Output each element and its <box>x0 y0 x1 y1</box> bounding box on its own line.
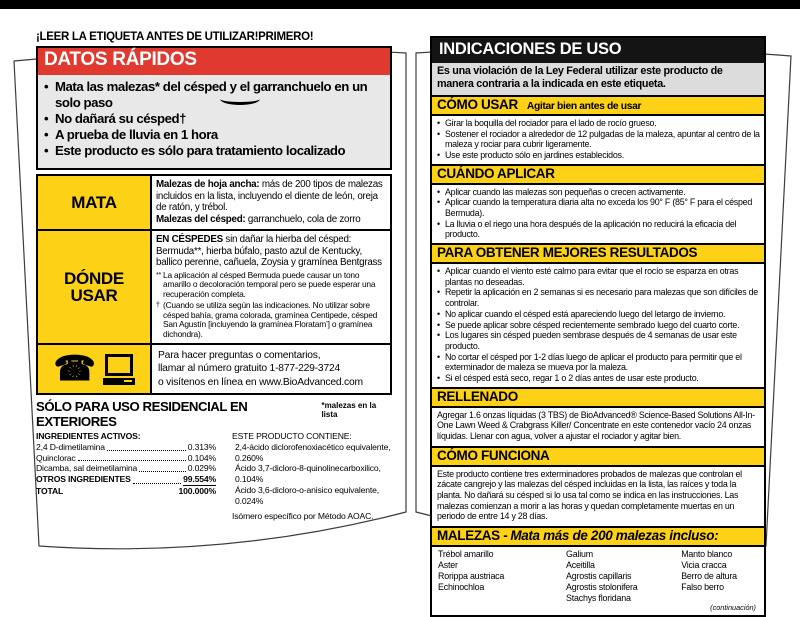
quick-fact-text: Mata las malezas* del césped y el garranchuelo en un solo paso <box>55 79 368 111</box>
footnote-text: La aplicación al césped Bermuda puede causar un tono amarillo o decoloración temporal pero se puede esperar una recuperación completa. <box>163 269 376 299</box>
contains-title: ESTE PRODUCTO CONTIENE: <box>232 431 352 442</box>
bullet-icon: • <box>44 111 49 127</box>
leader-dots <box>78 460 186 461</box>
contact-icons-cell <box>38 345 152 393</box>
contact-phone-number: llamar al número gratuito 1-877-229-3724 <box>158 363 341 375</box>
quick-fact-text: A prueba de lluvia en 1 hora <box>55 127 218 143</box>
how-it-works-text: Este producto contiene tres exterminadores probados de malezas que controlan el zácate cangrejo y las malezas del césped incluidas en la lista, las raíces y toda la planta. No dañará su césped si lo usa tal como se indica en las instrucciones. Las malezas comienzan a morir a las horas y quedan completamente muertas en un periodo de entre 14 y 28 días. <box>437 468 742 522</box>
weeds-banner <box>432 526 764 547</box>
instruction-item <box>437 150 760 161</box>
weed-name: Manto blanco <box>681 549 733 560</box>
federal-law-notice: Es una violación de la Ley Federal utilizar este producto de manera contraria a la indicada en este etiqueta. <box>432 63 764 95</box>
instruction-item <box>437 373 760 384</box>
ingredient-row <box>36 463 216 474</box>
contact-line: o visítenos en línea en <box>158 376 260 388</box>
quick-facts-title: DATOS RÁPIDOS <box>38 48 390 75</box>
ingredient-value: 0.313% <box>187 441 216 452</box>
left-page <box>36 31 392 522</box>
bullet-icon: • <box>437 149 440 160</box>
weeds-column-2 <box>566 549 681 603</box>
isomer-note: Isómero específico por Método AOAC. <box>232 511 374 522</box>
telephone-icon: ☎ <box>53 349 96 388</box>
instruction-text: Sostener el rociador a alrededor de 12 pulgadas de la maleza, apuntar al centro de la maleza y rociar para cubrir ligeramente. <box>445 128 760 150</box>
instruction-text: Use este producto sólo en jardines establecidos. <box>445 149 624 160</box>
website-text: www.BioAdvanced.com <box>259 376 363 388</box>
weeds-column-1 <box>438 549 566 603</box>
where-header-cell: DÓNDE USAR <box>38 231 152 343</box>
instruction-text: Los lugares sin césped pueden sembrase después de 4 semanas de usar este producto. <box>445 330 737 351</box>
dagger-footnote <box>156 301 386 339</box>
quick-fact-text: Este producto es sólo para tratamiento localizado <box>55 143 346 159</box>
instruction-item <box>437 309 760 320</box>
instruction-text: Aplicar cuando la temperatura diaria alta no exceda los 90° F (85° F para el césped Bermuda). <box>445 197 753 219</box>
weed-name: Stachys floridana <box>566 592 631 603</box>
contact-text-cell <box>152 345 369 393</box>
keyboard-shape <box>103 378 135 385</box>
bullet-icon: • <box>437 117 440 128</box>
directions-box <box>430 36 766 617</box>
bullet-icon: • <box>437 197 440 208</box>
residential-row <box>36 399 392 429</box>
ingredient-name: Dicamba, sal deimetilamina <box>36 463 138 474</box>
bullet-icon: • <box>437 330 440 341</box>
weeds-column-3 <box>681 549 758 603</box>
instruction-item <box>437 287 760 308</box>
ingredient-name: Quinclorac <box>36 452 76 463</box>
instruction-text: Repetir la aplicación en 2 semanas si es necesario para malezas que son difíciles de controlar. <box>445 287 758 309</box>
best-results-list <box>432 264 764 387</box>
instruction-text: Si el césped está seco, regar 1 o 2 días antes de usar este producto. <box>445 372 699 383</box>
instruction-text: Se puede aplicar sobre césped recientemente sembrado luego del cuarto corte. <box>445 319 740 330</box>
instruction-text: Aplicar cuando las malezas son pequeñas o crecen activamente. <box>445 186 686 197</box>
bullet-icon: • <box>437 351 440 362</box>
ingredient-name: OTROS INGREDIENTES <box>36 474 131 485</box>
bullet-icon: • <box>437 287 440 298</box>
table-row-where <box>38 231 390 345</box>
bullet-icon: • <box>44 79 49 94</box>
section-title: MALEZAS - <box>437 528 508 544</box>
quick-fact-item <box>44 127 386 143</box>
how-to-use-banner <box>432 95 764 116</box>
footnote-marker: † <box>156 302 160 310</box>
section-title: PARA OBTENER MEJORES RESULTADOS <box>437 245 698 261</box>
bermuda-footnote <box>156 271 386 299</box>
weed-name: Agrostis capillaris <box>566 570 632 581</box>
where-lead-line <box>156 234 386 268</box>
bullet-icon: • <box>437 372 440 383</box>
bullet-icon: • <box>437 186 440 197</box>
contact-line: Para hacer preguntas o comentarios, <box>158 350 321 362</box>
instruction-item <box>437 197 760 218</box>
best-results-banner <box>432 243 764 264</box>
grass-weeds-line <box>156 214 386 225</box>
section-title: RELLENADO <box>437 388 518 404</box>
ingredient-row-total <box>36 486 216 497</box>
chemical-equivalent-line: 2,4-ácido diclorofenoxiacético equivalente, 0.260% <box>235 441 391 463</box>
instruction-text: No aplicar cuando el césped está apareciendo luego del letargo de invierno. <box>445 308 726 319</box>
section-subtitle: Mata más de 200 malezas incluso: <box>510 528 719 544</box>
bullet-icon: • <box>437 266 440 277</box>
bullet-icon: • <box>437 218 440 229</box>
ingredient-row <box>36 442 216 453</box>
where-lead-label: EN CÉSPEDES <box>156 234 223 246</box>
instruction-item <box>437 320 760 331</box>
where-body-cell <box>152 231 390 343</box>
bullet-icon: • <box>437 308 440 319</box>
chemical-equivalent-line: Ácido 3,7-dicloro-8-quinolinecarboxilico, 0.104% <box>235 463 381 485</box>
section-title: CUÁNDO APLICAR <box>437 165 555 181</box>
footnote-text: (Cuando se utiliza según las indicaciones. No utilizar sobre césped bahía, grama colorada, gramínea Centipede, césped San Agustín [incluyendo la gramínea Floratam’] o gramínea dichondra). <box>163 300 378 339</box>
active-ingredients-column <box>36 431 216 522</box>
refill-banner <box>432 387 764 408</box>
ingredient-value: 0.029% <box>187 463 216 474</box>
ingredient-value: 0.104% <box>187 452 216 463</box>
weed-name: Agrostis stolonifera <box>566 581 638 592</box>
quick-fact-item <box>44 79 386 111</box>
right-page <box>430 36 766 617</box>
weeds-list-section <box>432 547 764 615</box>
grass-text: garranchuelo, cola de zorro <box>245 213 361 225</box>
quick-fact-item <box>44 111 386 127</box>
broadleaf-weeds-line <box>156 179 386 213</box>
how-to-use-list <box>432 116 764 164</box>
active-ingredients-title: INGREDIENTES ACTIVOS: <box>36 431 141 442</box>
instruction-item <box>437 219 760 240</box>
section-title: CÓMO USAR <box>437 96 518 112</box>
instruction-item <box>437 266 760 287</box>
continuation-note: (continuación) <box>710 603 756 613</box>
weed-name: Rorippa austriaca <box>438 570 505 581</box>
instruction-item <box>437 330 760 351</box>
weed-name: Aceitilla <box>566 560 595 571</box>
instruction-item <box>437 118 760 129</box>
grass-label: Malezas del césped: <box>156 213 246 225</box>
ingredient-value: 100.000% <box>178 485 216 496</box>
weeds-grid <box>438 549 758 603</box>
quick-facts-box <box>36 46 392 170</box>
where-lead-text: sin dañar la hierba del césped: Bermuda**, hierba búfalo, pasto azul de Kentucky, ballico perenne, cañuela, Zoysia y gramínea Bentgrass <box>156 234 382 269</box>
weed-name: Falso berro <box>681 581 724 592</box>
quick-fact-text: No dañará su césped† <box>55 111 186 127</box>
monitor-shape <box>105 354 133 376</box>
table-row-contact <box>38 345 390 393</box>
bullet-icon: • <box>437 128 440 139</box>
instruction-item <box>437 187 760 198</box>
residential-use-note: SÓLO PARA USO RESIDENCIAL EN EXTERIORES <box>36 399 248 430</box>
footnote-marker: ** <box>156 271 162 279</box>
weed-name: Trébol amarillo <box>438 549 494 560</box>
ingredient-value: 99.554% <box>183 474 216 485</box>
instruction-text: Girar la boquilla del rociador para el lado de rocío grueso. <box>445 117 657 128</box>
leader-dots <box>107 450 186 451</box>
kills-header-cell: MATA <box>38 176 152 229</box>
bullet-icon: • <box>437 319 440 330</box>
table-row-kills <box>38 176 390 231</box>
computer-icon <box>103 354 135 385</box>
leader-dots <box>133 483 181 484</box>
weed-name: Galium <box>566 549 593 560</box>
when-to-apply-banner <box>432 164 764 185</box>
weed-name: Aster <box>438 560 458 571</box>
directions-title-banner: INDICACIONES DE USO <box>432 38 764 63</box>
chemical-equivalent-line: Ácido 3,6-dicloro-o-anisico equivalente, 0.024% <box>235 484 379 506</box>
ingredient-name: TOTAL <box>36 485 64 496</box>
ingredient-row <box>36 453 216 464</box>
broadleaf-text: más de 200 tipos de malezas incluidos en la lista, incluyendo el diente de león, oreja de ratón, y trébol. <box>156 179 383 214</box>
bullet-icon: • <box>44 143 49 159</box>
weed-name: Berro de altura <box>681 570 737 581</box>
instruction-item <box>437 352 760 373</box>
quick-facts-list <box>38 75 390 168</box>
read-label-first-warning: ¡LEER LA ETIQUETA ANTES DE UTILIZAR!PRIMERO! <box>36 31 314 43</box>
ingredient-row-others <box>36 474 216 486</box>
instruction-item <box>437 129 760 150</box>
underline-swoosh <box>220 93 260 105</box>
instruction-text: No cortar el césped por 1-2 días luego de aplicar el producto para permitir que el exterminador de maleza se mueva por la maleza. <box>445 351 742 373</box>
bullet-icon: • <box>44 127 49 143</box>
section-subtitle: Agitar bien antes de usar <box>526 100 642 112</box>
contact-web-line <box>158 376 363 389</box>
when-to-apply-list <box>432 185 764 243</box>
leader-dots <box>139 471 186 472</box>
ingredients-section <box>36 431 392 522</box>
kills-body-cell <box>152 176 390 229</box>
asterisk-footnote: *malezas en la lista <box>321 401 377 420</box>
broadleaf-label: Malezas de hoja ancha: <box>156 179 260 191</box>
weed-name: Vicia cracca <box>681 560 727 571</box>
how-it-works-banner <box>432 446 764 467</box>
ingredient-name: 2,4 D-dimetilamina <box>36 441 105 452</box>
kills-where-table <box>36 174 392 395</box>
instruction-text: La lluvia o el riego una hora después de la aplicación no reducirá la eficacia del producto. <box>445 218 737 240</box>
quick-fact-item <box>44 143 386 159</box>
section-title: CÓMO FUNCIONA <box>437 447 550 463</box>
product-contains-column <box>232 431 392 522</box>
instruction-text: Aplicar cuando el viento esté calmo para evitar que el rocío se esparza en otras plantas no deseadas. <box>445 266 739 287</box>
refill-instructions: Agregar 1.6 onzas líquidas (3 TBS) de BioAdvanced® Science-Based Solutions All-In-One Lawn Weed & Crabgrass Killer/ Concentrate en este contenedor vacío 24 onzas líquidas. Llenar con agua, volver a ajustar el rociador y agitar bien. <box>437 409 755 442</box>
weed-name: Echinochloa <box>438 581 485 592</box>
